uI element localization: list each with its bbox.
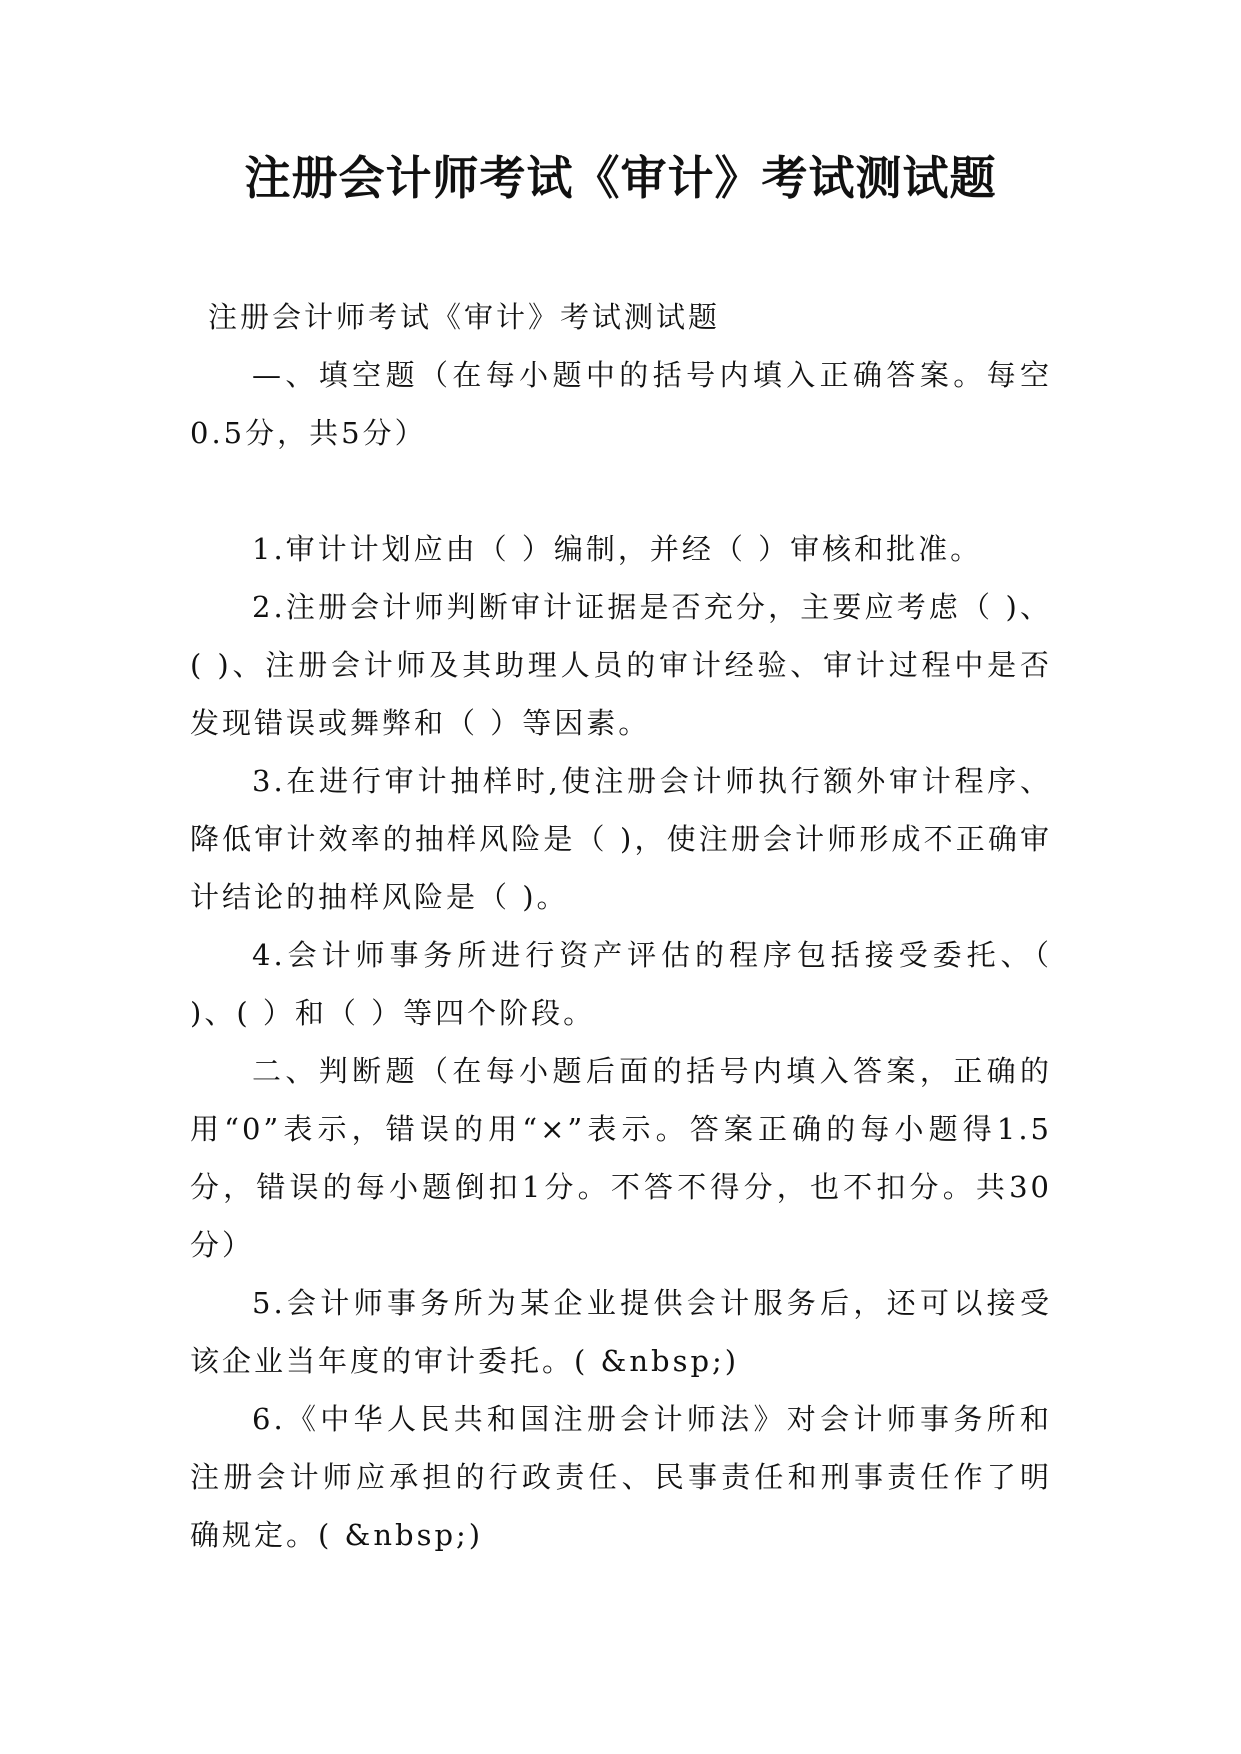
question-6: 6.《中华人民共和国注册会计师法》对会计师事务所和注册会计师应承担的行政责任、民事责任和刑事责任作了明确规定。( &nbsp;) [190,1402,1052,1552]
question-3: 3.在进行审计抽样时,使注册会计师执行额外审计程序、降低审计效率的抽样风险是（ )，使注册会计师形成不正确审计结论的抽样风险是（ )。 [190,764,1052,914]
document-subtitle: 注册会计师考试《审计》考试测试题 [208,300,721,334]
question-2: 2.注册会计师判断审计证据是否充分，主要应考虑（ )、( )、注册会计师及其助理人员的审计经验、审计过程中是否发现错误或舞弊和（ ）等因素。 [190,590,1052,740]
paragraph-gap [190,462,1052,520]
document-body [190,288,1052,1564]
question-5: 5.会计师事务所为某企业提供会计服务后，还可以接受该企业当年度的审计委托。( &nbsp;) [190,1286,1052,1378]
question-1: 1.审计计划应由（ ）编制，并经（ ）审核和批准。 [252,532,983,566]
section-heading-true-false: 二、判断题（在每小题后面的括号内填入答案，正确的用“0”表示，错误的用“×”表示。答案正确的每小题得1.5分，错误的每小题倒扣1分。不答不得分，也不扣分。共30分） [190,1054,1052,1262]
section-heading-fill-in: —、填空题（在每小题中的括号内填入正确答案。每空0.5分，共5分） [190,358,1052,450]
question-4: 4.会计师事务所进行资产评估的程序包括接受委托、（ )、( ）和（ ）等四个阶段。 [190,938,1052,1030]
document-title: 注册会计师考试《审计》考试测试题 [244,151,997,205]
